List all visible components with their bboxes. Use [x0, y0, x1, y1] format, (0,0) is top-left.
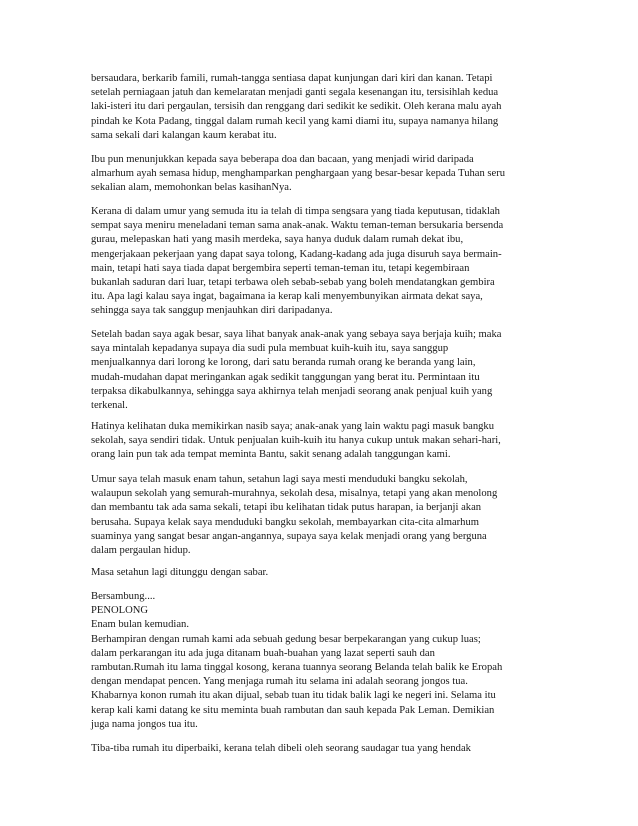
text-line: Berhampiran dengan rumah kami ada sebuah gedung besar berpekarangan yang cukup luas; [91, 633, 481, 645]
paragraph-2 [91, 153, 551, 196]
text-line: sama sekali dari kalangan kaum kerabat itu. [91, 129, 277, 141]
paragraph-6 [91, 473, 551, 558]
text-line: Ibu pun menunjukkan kepada saya beberapa doa dan bacaan, yang menjadi wirid daripada [91, 154, 474, 165]
text-line: Masa setahun lagi ditunggu dengan sabar. [91, 567, 269, 578]
text-line: main, tetapi hati saya tiada dapat bergembira seperti teman-teman itu, tetapi kegembiraan [91, 262, 470, 274]
text-line: terkenal. [91, 399, 128, 411]
paragraph-9 [91, 742, 551, 756]
text-line: bersaudara, berkarib famili, rumah-tangga sentiasa dapat kunjungan dari kiri dan kanan. Tetapi [91, 73, 493, 84]
text-line: gurau, melepaskan hati yang masih merdeka, saya hanya duduk dalam rumah dekat ibu, [91, 234, 464, 246]
paragraph-3 [91, 205, 551, 319]
text-line: Enam bulan kemudian. [91, 619, 189, 631]
text-line: walaupun sekolah yang semurah-murahnya, sekolah desa, misalnya, tetapi yang akan menolong [91, 488, 498, 500]
text-line: terpaksa dikabulkannya, sehingga saya akhirnya telah menjadi seorang anak penjual kuih yang [91, 385, 493, 397]
text-line: kerap kali kami datang ke situ meminta buah rambutan dan sauh kepada Pak Leman. Demikian [91, 704, 495, 716]
text-line: mengerjakaan pekerjaan yang dapat saya tolong, Kadang-kadang ada juga disuruh saya bermain- [91, 248, 502, 260]
text-line: Hatinya kelihatan duka memikirkan nasib saya; anak-anak yang lain waktu pagi masuk bangku [91, 421, 495, 432]
text-line: orang lain pun tak ada tempat meminta Bantu, sakit senang adalah tanggungan kami. [91, 449, 451, 461]
paragraph-4 [91, 328, 551, 413]
text-line: Umur saya telah masuk enam tahun, setahun lagi saya mesti menduduki bangku sekolah, [91, 474, 468, 485]
paragraph-1 [91, 72, 551, 143]
text-line: rambutan.Rumah itu lama tinggal kosong, kerana tuannya seorang Belanda telah balik ke Eropah [91, 661, 503, 673]
text-line: pindah ke Kota Padang, tinggal dalam rumah kecil yang kami diami itu, supaya namanya hilang [91, 115, 499, 127]
text-line: dalam perkarangan itu ada juga ditanam buah-buahan yang lazat seperti sauh dan [91, 647, 435, 659]
text-line: Setelah badan saya agak besar, saya lihat banyak anak-anak yang sebaya saya berjaja kuih; maka [91, 329, 502, 340]
text-line: Khabarnya konon rumah itu akan dijual, sebab tuan itu tidak balik lagi ke negeri ini. Selama itu [91, 690, 496, 702]
text-line: saya mintalah kepadanya supaya dia sudi pula membuat kuih-kuih itu, saya sanggup [91, 343, 449, 355]
paragraph-7 [91, 566, 551, 580]
text-line: sekolah, saya sendiri tidak. Untuk penjualan kuih-kuih itu hanya cukup untuk makan sehari-hari, [91, 435, 501, 447]
text-line: bukanlah saduran dari luar, tetapi terbawa oleh sebab-sebab yang boleh mendatangkan gembira [91, 276, 495, 288]
text-line: laki-isteri itu dari pergaulan, tersisih dan renggang dari sedikit ke sedikit. Oleh kerana malu ayah [91, 101, 502, 113]
text-line: sempat saya meniru meneladani teman sama anak-anak. Waktu teman-teman bersukaria bersenda [91, 220, 504, 232]
text-line: almarhum ayah semasa hidup, menghamparkan penghargaan yang besar-besar kepada Tuhan seru [91, 168, 506, 180]
text-line: menjualkannya dari lorong ke lorong, dari satu beranda rumah orang ke beranda yang lain, [91, 357, 476, 369]
text-line: dalam pergaulan hidup. [91, 544, 191, 556]
text-line: Bersambung.... [91, 591, 156, 602]
text-line: sekalian alam, memohonkan belas kasihanNya. [91, 182, 292, 194]
text-line: itu. Apa lagi kalau saya ingat, bagaimana ia kerap kali menyembunyikan airmata dekat saya, [91, 291, 483, 303]
paragraph-8 [91, 590, 551, 732]
text-line: berusaha. Supaya kelak saya menduduki bangku sekolah, membayarkan cita-cita almarhum [91, 516, 480, 528]
text-line: sehingga saya tak sanggup menjauhkan diri daripadanya. [91, 305, 333, 317]
text-line: mudah-mudahan dapat meringankan agak sedikit tanggungan yang berat itu. Permintaan itu [91, 371, 480, 383]
text-line: Kerana di dalam umur yang semuda itu ia telah di timpa sengsara yang tiada keputusan, tidaklah [91, 206, 500, 217]
text-line: Tiba-tiba rumah itu diperbaiki, kerana telah dibeli oleh seorang saudagar tua yang hendak [91, 743, 471, 754]
text-line: dengan mendapat pencen. Yang menjaga rumah itu selama ini adalah seorang jongos tua. [91, 676, 468, 688]
text-line: suaminya yang sangat besar angan-angannya, supaya saya kelak menjadi orang yang berguna [91, 530, 487, 542]
paragraph-5 [91, 420, 551, 463]
text-line: dan membantu tak ada sama sekali, tetapi ibu kelihatan tidak putus harapan, ia berjanji akan [91, 502, 482, 514]
text-line: setelah perniagaan jatuh dan kemelaratan menjadi ganti segala kesenangan itu, tersisihlah kedua [91, 87, 499, 99]
section-heading: PENOLONG [91, 605, 149, 617]
text-line: juga nama jongos tua itu. [91, 718, 198, 730]
